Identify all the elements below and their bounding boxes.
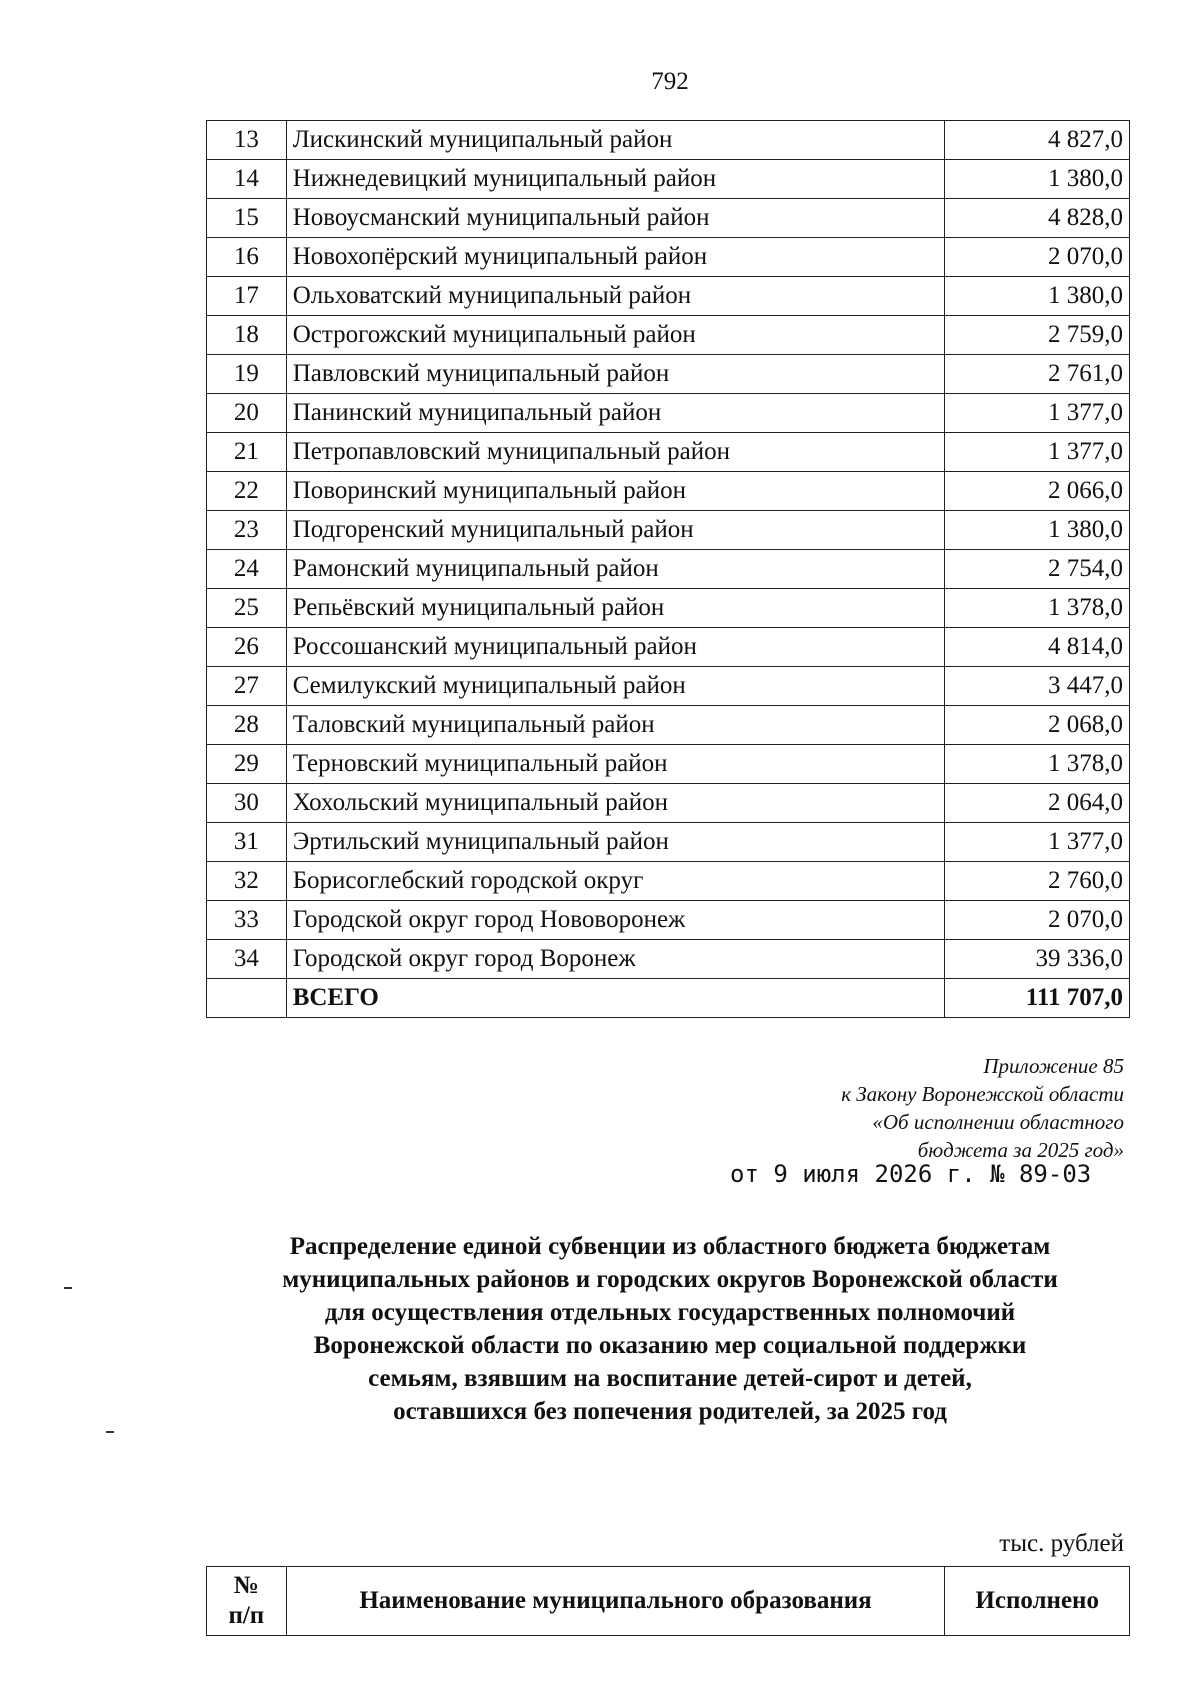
title-line: муниципальных районов и городских округов Воронежской области: [282, 1266, 1058, 1293]
row-number: 15: [207, 199, 287, 238]
executed-amount: 2 761,0: [945, 355, 1130, 394]
row-number: 29: [207, 745, 287, 784]
row-number: 16: [207, 238, 287, 277]
row-number: 34: [207, 940, 287, 979]
executed-amount: 1 378,0: [945, 745, 1130, 784]
executed-amount: 2 070,0: [945, 238, 1130, 277]
executed-amount: 2 760,0: [945, 862, 1130, 901]
table-row: [207, 472, 1130, 511]
row-number: 33: [207, 901, 287, 940]
municipality-name: Нижнедевицкий муниципальный район: [286, 160, 945, 199]
executed-amount: 1 377,0: [945, 394, 1130, 433]
row-number: 24: [207, 550, 287, 589]
municipality-name: Рамонский муниципальный район: [286, 550, 945, 589]
header-value: Исполнено: [945, 1567, 1130, 1636]
row-number: 27: [207, 667, 287, 706]
appendix-line: к Закону Воронежской области: [841, 1082, 1124, 1106]
total-label: ВСЕГО: [286, 979, 945, 1018]
municipality-name: Острогожский муниципальный район: [286, 316, 945, 355]
row-number: 18: [207, 316, 287, 355]
executed-amount: 2 754,0: [945, 550, 1130, 589]
table-row: [207, 589, 1130, 628]
table-row: [207, 433, 1130, 472]
document-title: [180, 1230, 1160, 1428]
executed-amount: 4 814,0: [945, 628, 1130, 667]
header-num-abbr: п/п: [228, 1602, 265, 1629]
total-num-cell: [207, 979, 287, 1018]
row-number: 26: [207, 628, 287, 667]
row-number: 17: [207, 277, 287, 316]
executed-amount: 39 336,0: [945, 940, 1130, 979]
municipality-name: Городской округ город Нововоронеж: [286, 901, 945, 940]
row-number: 14: [207, 160, 287, 199]
executed-amount: 2 066,0: [945, 472, 1130, 511]
title-line: семьям, взявшим на воспитание детей-сирот и детей,: [368, 1365, 972, 1392]
municipality-name: Городской округ город Воронеж: [286, 940, 945, 979]
row-number: 13: [207, 121, 287, 160]
table-header: [206, 1566, 1130, 1636]
executed-amount: 1 380,0: [945, 511, 1130, 550]
municipality-name: Панинский муниципальный район: [286, 394, 945, 433]
allocation-table: [206, 120, 1130, 1018]
table-row: [207, 199, 1130, 238]
municipality-name: Терновский муниципальный район: [286, 745, 945, 784]
appendix-line: бюджета за 2025 год»: [917, 1138, 1124, 1162]
municipality-name: Хохольский муниципальный район: [286, 784, 945, 823]
scan-mark: [64, 1287, 72, 1289]
header-name: Наименование муниципального образования: [286, 1567, 945, 1636]
municipality-name: Репьёвский муниципальный район: [286, 589, 945, 628]
municipality-name: Новохопёрский муниципальный район: [286, 238, 945, 277]
header-num: [207, 1567, 287, 1636]
municipality-name: Петропавловский муниципальный район: [286, 433, 945, 472]
executed-amount: 2 064,0: [945, 784, 1130, 823]
row-number: 30: [207, 784, 287, 823]
executed-amount: 3 447,0: [945, 667, 1130, 706]
table-row: [207, 823, 1130, 862]
executed-amount: 1 377,0: [945, 823, 1130, 862]
municipality-name: Поворинский муниципальный район: [286, 472, 945, 511]
executed-amount: 4 827,0: [945, 121, 1130, 160]
table-row: [207, 316, 1130, 355]
executed-amount: 1 380,0: [945, 277, 1130, 316]
municipality-name: Россошанский муниципальный район: [286, 628, 945, 667]
row-number: 32: [207, 862, 287, 901]
municipality-name: Подгоренский муниципальный район: [286, 511, 945, 550]
table-row: [207, 940, 1130, 979]
table-row: [207, 862, 1130, 901]
row-number: 28: [207, 706, 287, 745]
executed-amount: 2 070,0: [945, 901, 1130, 940]
appendix-line: Приложение 85: [983, 1054, 1124, 1078]
table-row: [207, 277, 1130, 316]
total-value: 111 707,0: [945, 979, 1130, 1018]
municipality-name: Семилукский муниципальный район: [286, 667, 945, 706]
table-row: [207, 160, 1130, 199]
table-row: [207, 238, 1130, 277]
executed-amount: 2 759,0: [945, 316, 1130, 355]
executed-amount: 1 378,0: [945, 589, 1130, 628]
row-number: 20: [207, 394, 287, 433]
municipality-name: Ольховатский муниципальный район: [286, 277, 945, 316]
appendix-note: [841, 1052, 1124, 1164]
municipality-name: Лискинский муниципальный район: [286, 121, 945, 160]
table-row: [207, 511, 1130, 550]
municipality-name: Павловский муниципальный район: [286, 355, 945, 394]
scan-mark: [106, 1431, 114, 1433]
row-number: 25: [207, 589, 287, 628]
table-row: [207, 784, 1130, 823]
title-line: для осуществления отдельных государственных полномочий: [324, 1299, 1016, 1326]
table-row: [207, 394, 1130, 433]
title-line: Распределение единой субвенции из областного бюджета бюджетам: [289, 1233, 1051, 1260]
executed-amount: 1 380,0: [945, 160, 1130, 199]
row-number: 22: [207, 472, 287, 511]
header-num-symbol: №: [233, 1572, 259, 1599]
municipality-name: Новоусманский муниципальный район: [286, 199, 945, 238]
table-row: [207, 706, 1130, 745]
table-row: [207, 355, 1130, 394]
law-date-stamp: от 9 июля 2026 г. № 89-03: [730, 1160, 1092, 1188]
table-row: [207, 628, 1130, 667]
executed-amount: 1 377,0: [945, 433, 1130, 472]
appendix-line: «Об исполнении областного: [872, 1110, 1124, 1134]
title-line: Воронежской области по оказанию мер социальной поддержки: [313, 1332, 1027, 1359]
municipality-name: Борисоглебский городской округ: [286, 862, 945, 901]
table-row: [207, 901, 1130, 940]
row-number: 23: [207, 511, 287, 550]
table-row: [207, 745, 1130, 784]
municipality-name: Таловский муниципальный район: [286, 706, 945, 745]
row-number: 31: [207, 823, 287, 862]
title-line: оставшихся без попечения родителей, за 2025 год: [393, 1398, 947, 1425]
page-number: 792: [651, 68, 689, 95]
table-row: [207, 121, 1130, 160]
executed-amount: 2 068,0: [945, 706, 1130, 745]
table-row: [207, 667, 1130, 706]
header-row: [207, 1567, 1130, 1636]
row-number: 19: [207, 355, 287, 394]
total-row: [207, 979, 1130, 1018]
municipality-name: Эртильский муниципальный район: [286, 823, 945, 862]
allocation-table-body: [207, 121, 1130, 979]
unit-label: тыс. рублей: [999, 1530, 1124, 1557]
table-row: [207, 550, 1130, 589]
executed-amount: 4 828,0: [945, 199, 1130, 238]
row-number: 21: [207, 433, 287, 472]
